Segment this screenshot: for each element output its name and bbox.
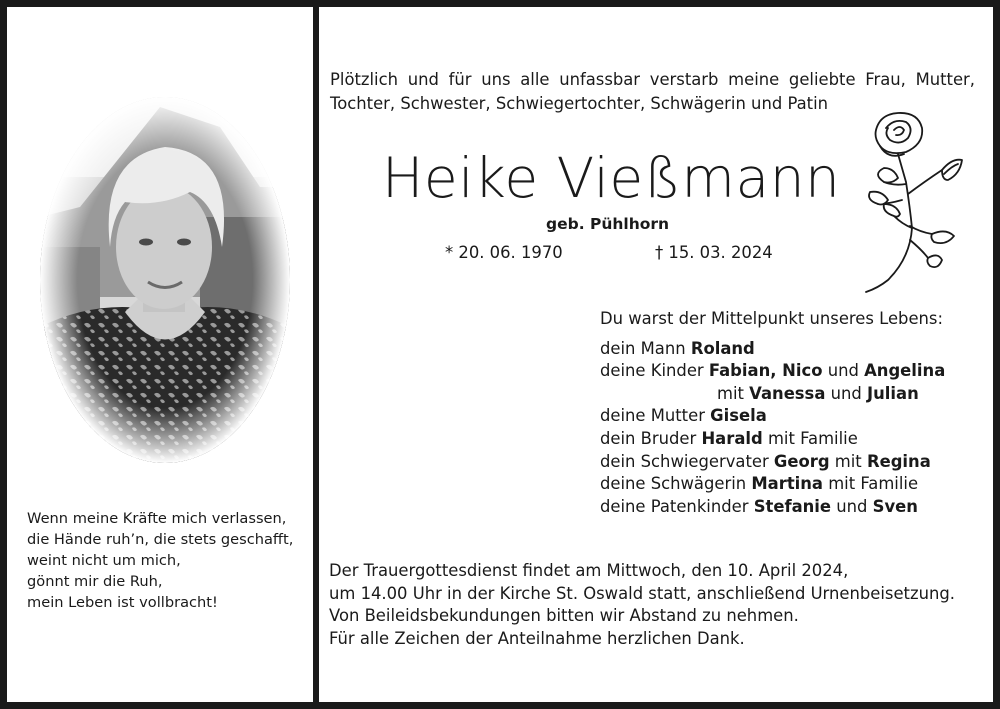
mourners-list — [600, 308, 980, 518]
poem-line: mein Leben ist vollbracht! — [27, 594, 218, 611]
mourner-line — [600, 383, 980, 406]
poem-line: weint nicht um mich, — [27, 552, 181, 569]
mourner-line — [600, 428, 980, 451]
mourner-name: Harald — [701, 428, 763, 448]
mourner-text: mit — [829, 451, 867, 471]
mourner-text: mit — [717, 383, 750, 403]
mourner-text: und — [822, 361, 865, 381]
mourner-name: Roland — [690, 338, 755, 358]
service-line: um 14.00 Uhr in der Kirche St. Oswald statt, anschließend Urnenbeisetzung. — [329, 583, 955, 603]
mourner-text: mit Familie — [823, 474, 919, 494]
mourner-name: Gisela — [710, 406, 767, 426]
mourner-text: deine Kinder — [600, 361, 709, 381]
column-divider — [313, 0, 319, 709]
mourner-line — [600, 405, 980, 428]
intro-line: Plötzlich und für uns alle unfassbar verstarb meine geliebte Frau, Mutter, — [330, 70, 975, 89]
poem-line: die Hände ruh’n, die stets geschafft, — [27, 531, 294, 548]
birth-date: * 20. 06. 1970 — [445, 243, 563, 262]
mourner-text: und — [825, 383, 867, 403]
mourner-text: deine Patenkinder — [600, 496, 754, 516]
service-line: Der Trauergottesdienst findet am Mittwoch, den 10. April 2024, — [329, 561, 849, 580]
mourner-text: deine Schwägerin — [600, 474, 752, 494]
mourner-text: dein Schwiegervater — [600, 451, 774, 471]
mourner-text: dein Mann — [600, 338, 691, 358]
poem-verse — [27, 508, 307, 613]
mourner-name: Sven — [872, 496, 918, 516]
service-line: Von Beileidsbekundungen bitten wir Abstand zu nehmen. — [329, 606, 799, 625]
intro-line: Tochter, Schwester, Schwiegertochter, Schwägerin und Patin — [330, 94, 829, 113]
mourner-line — [600, 496, 980, 519]
mourner-name: Fabian, Nico — [708, 361, 823, 381]
mourner-name: Julian — [867, 383, 919, 403]
service-info — [329, 560, 979, 650]
mourner-name: Vanessa — [749, 383, 826, 403]
portrait-photo — [40, 97, 290, 463]
mourner-line — [600, 473, 980, 496]
mourner-name: Georg — [773, 451, 830, 471]
mourner-name: Angelina — [864, 361, 946, 381]
poem-line: Wenn meine Kräfte mich verlassen, — [27, 510, 287, 527]
mourner-text: dein Bruder — [600, 428, 702, 448]
death-date: † 15. 03. 2024 — [655, 243, 773, 262]
deceased-name: Heike Vießmann — [382, 146, 841, 210]
mourners-heading: Du warst der Mittelpunkt unseres Lebens: — [600, 309, 943, 328]
mourner-text: deine Mutter — [600, 406, 711, 426]
mourner-line — [600, 338, 980, 361]
mourner-name: Stefanie — [753, 496, 832, 516]
mourner-name: Regina — [866, 451, 931, 471]
service-line: Für alle Zeichen der Anteilnahme herzlichen Dank. — [329, 628, 745, 648]
birth-name: geb. Pühlhorn — [546, 215, 670, 233]
mourner-text: und — [831, 496, 873, 516]
mourner-line — [600, 451, 980, 474]
mourner-line — [600, 360, 980, 383]
mourner-text: mit Familie — [762, 428, 858, 448]
mourner-name: Martina — [751, 474, 823, 494]
rose-icon — [858, 108, 968, 294]
poem-line: gönnt mir die Ruh, — [27, 573, 163, 590]
